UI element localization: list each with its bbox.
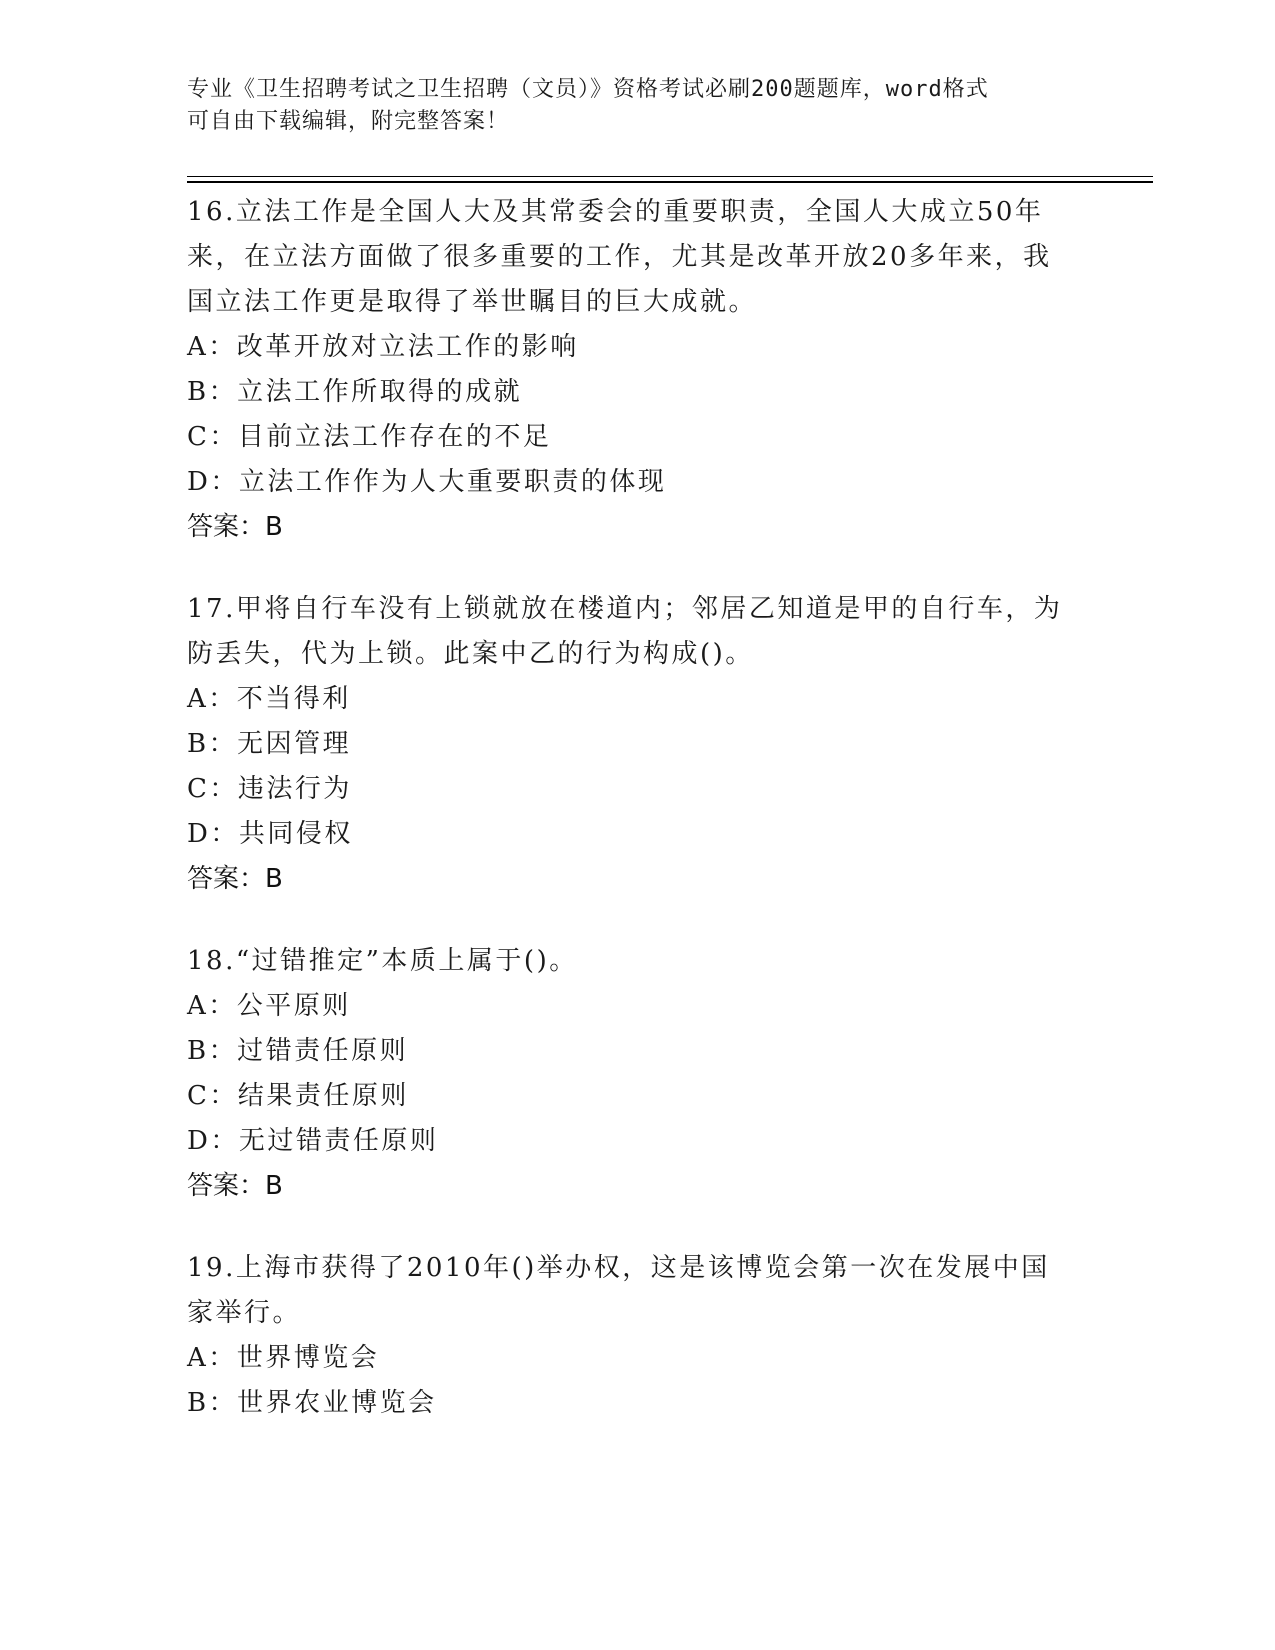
header-divider <box>187 176 1153 177</box>
option-c: C：结果责任原则 <box>187 1081 409 1111</box>
question-stem <box>187 587 1087 677</box>
question-list <box>187 190 1087 1463</box>
option-a: A：公平原则 <box>187 991 351 1021</box>
stem-line: 国立法工作更是取得了举世瞩目的巨大成就。 <box>187 287 758 317</box>
answer-key: 答案：B <box>187 864 283 894</box>
option-d: D：共同侵权 <box>187 819 353 849</box>
header-divider-thick <box>187 181 1153 183</box>
question-stem <box>187 190 1087 325</box>
option-d: D：立法工作作为人大重要职责的体现 <box>187 467 667 497</box>
option-b: B：无因管理 <box>187 729 352 759</box>
document-header <box>187 74 1087 138</box>
option-b: B：立法工作所取得的成就 <box>187 377 523 407</box>
stem-line: 防丢失，代为上锁。此案中乙的行为构成()。 <box>187 639 754 669</box>
option-a: A：改革开放对立法工作的影响 <box>187 332 579 362</box>
question-18 <box>187 939 1087 1209</box>
stem-line: 家举行。 <box>187 1298 302 1328</box>
question-17 <box>187 587 1087 902</box>
option-b: B：过错责任原则 <box>187 1036 409 1066</box>
answer-key: 答案：B <box>187 512 283 542</box>
option-b: B：世界农业博览会 <box>187 1388 437 1418</box>
question-stem <box>187 1246 1087 1336</box>
question-19 <box>187 1246 1087 1426</box>
option-a: A：不当得利 <box>187 684 351 714</box>
header-line-1: 专业《卫生招聘考试之卫生招聘（文员）》资格考试必刷200题题库，word格式 <box>187 77 989 102</box>
stem-line: 18.“过错推定”本质上属于()。 <box>187 946 578 976</box>
answer-key: 答案：B <box>187 1171 283 1201</box>
question-16 <box>187 190 1087 550</box>
option-c: C：违法行为 <box>187 774 352 804</box>
stem-line: 16.立法工作是全国人大及其常委会的重要职责，全国人大成立50年 <box>187 197 1044 227</box>
option-a: A：世界博览会 <box>187 1343 380 1373</box>
stem-line: 17.甲将自行车没有上锁就放在楼道内；邻居乙知道是甲的自行车，为 <box>187 594 1063 624</box>
question-stem <box>187 939 1087 984</box>
stem-line: 19.上海市获得了2010年()举办权，这是该博览会第一次在发展中国 <box>187 1253 1050 1283</box>
option-d: D：无过错责任原则 <box>187 1126 439 1156</box>
option-c: C：目前立法工作存在的不足 <box>187 422 552 452</box>
header-line-2: 可自由下载编辑，附完整答案！ <box>187 109 510 134</box>
stem-line: 来，在立法方面做了很多重要的工作，尤其是改革开放20多年来，我 <box>187 242 1052 272</box>
